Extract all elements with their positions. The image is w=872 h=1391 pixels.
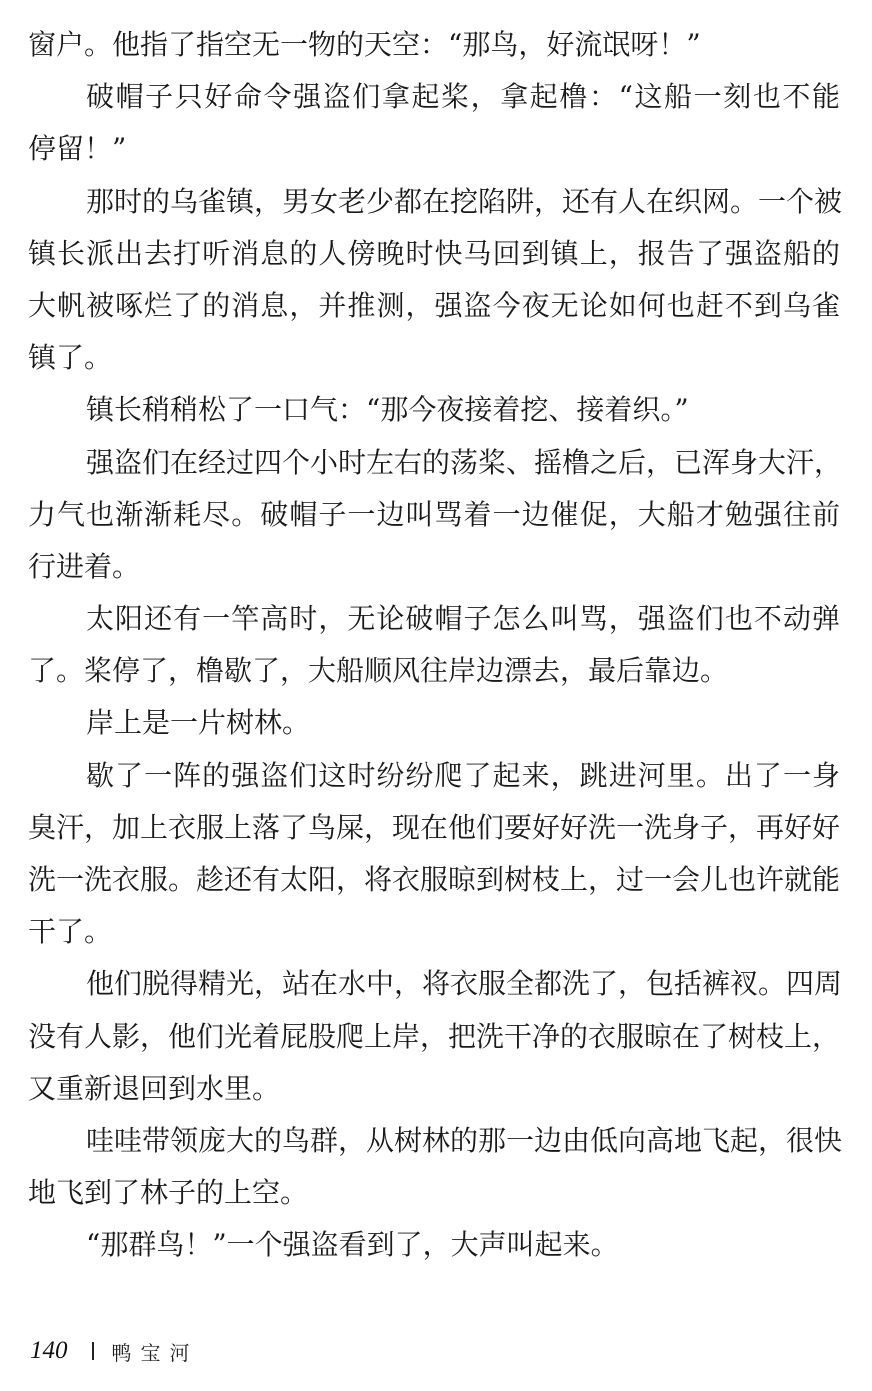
paragraph (28, 593, 840, 697)
paragraph (28, 176, 843, 385)
footer-divider (92, 1342, 94, 1360)
paragraph (28, 1115, 843, 1219)
text-line: 地飞到了林子的上空。 (28, 1176, 309, 1210)
paragraph (28, 437, 843, 594)
body-text (28, 19, 843, 1272)
text-line: 窗户。他指了指空无一物的天空：“那鸟，好流氓呀！” (28, 28, 701, 61)
text-line: 大帆被啄烂了的消息，并推测，强盗今夜无论如何也赶不到乌雀 (28, 288, 840, 322)
text-line: 岸上是一片树林。 (86, 706, 311, 740)
text-line: 强盗们在经过四个小时左右的荡桨、摇橹之后，已浑身大汗， (86, 445, 843, 479)
text-line: 没有人影，他们光着屁股爬上岸，把洗干净的衣服晾在了树枝上， (28, 1019, 841, 1053)
text-line: 行进着。 (28, 549, 141, 583)
text-line: 了。桨停了，橹歇了，大船顺风往岸边漂去，最后靠边。 (28, 654, 729, 688)
text-line: “那群鸟！”一个强盗看到了，大声叫起来。 (86, 1228, 619, 1262)
text-line: 镇长稍稍松了一口气：“那今夜接着挖、接着织。” (86, 393, 689, 427)
book-title: 鸭宝河 (111, 1340, 199, 1365)
text-line: 那时的乌雀镇，男女老少都在挖陷阱，还有人在织网。一个被 (86, 184, 843, 218)
text-line: 太阳还有一竿高时，无论破帽子怎么叫骂，强盗们也不动弹 (86, 602, 840, 636)
text-line: 干了。 (28, 915, 113, 949)
text-line: 停留！” (28, 132, 127, 166)
text-line: 又重新退回到水里。 (28, 1071, 281, 1105)
paragraph (28, 750, 840, 959)
paragraph (28, 1219, 840, 1271)
paragraph (28, 697, 840, 749)
text-line: 镇了。 (28, 341, 113, 375)
paragraph (28, 19, 840, 71)
text-line: 歇了一阵的强盗们这时纷纷爬了起来，跳进河里。出了一身 (86, 758, 840, 792)
page-number: 140 (30, 1337, 68, 1364)
paragraph (28, 71, 840, 175)
page-footer (30, 1334, 199, 1368)
text-line: 洗一洗衣服。趁还有太阳，将衣服晾到树枝上，过一会儿也许就能 (28, 863, 841, 896)
paragraph (28, 958, 843, 1115)
text-line: 哇哇带领庞大的鸟群，从树林的那一边由低向高地飞起，很快 (86, 1123, 843, 1157)
text-line: 力气也渐渐耗尽。破帽子一边叫骂着一边催促，大船才勉强往前 (28, 497, 840, 531)
paragraph (28, 384, 840, 436)
text-line: 镇长派出去打听消息的人傍晚时快马回到镇上，报告了强盗船的 (28, 236, 840, 270)
text-line: 他们脱得精光，站在水中，将衣服全都洗了，包括裤衩。四周 (86, 967, 843, 1001)
text-line: 破帽子只好命令强盗们拿起桨，拿起橹：“这船一刻也不能 (86, 80, 840, 114)
text-line: 臭汗，加上衣服上落了鸟屎，现在他们要好好洗一洗身子，再好好 (28, 810, 841, 844)
